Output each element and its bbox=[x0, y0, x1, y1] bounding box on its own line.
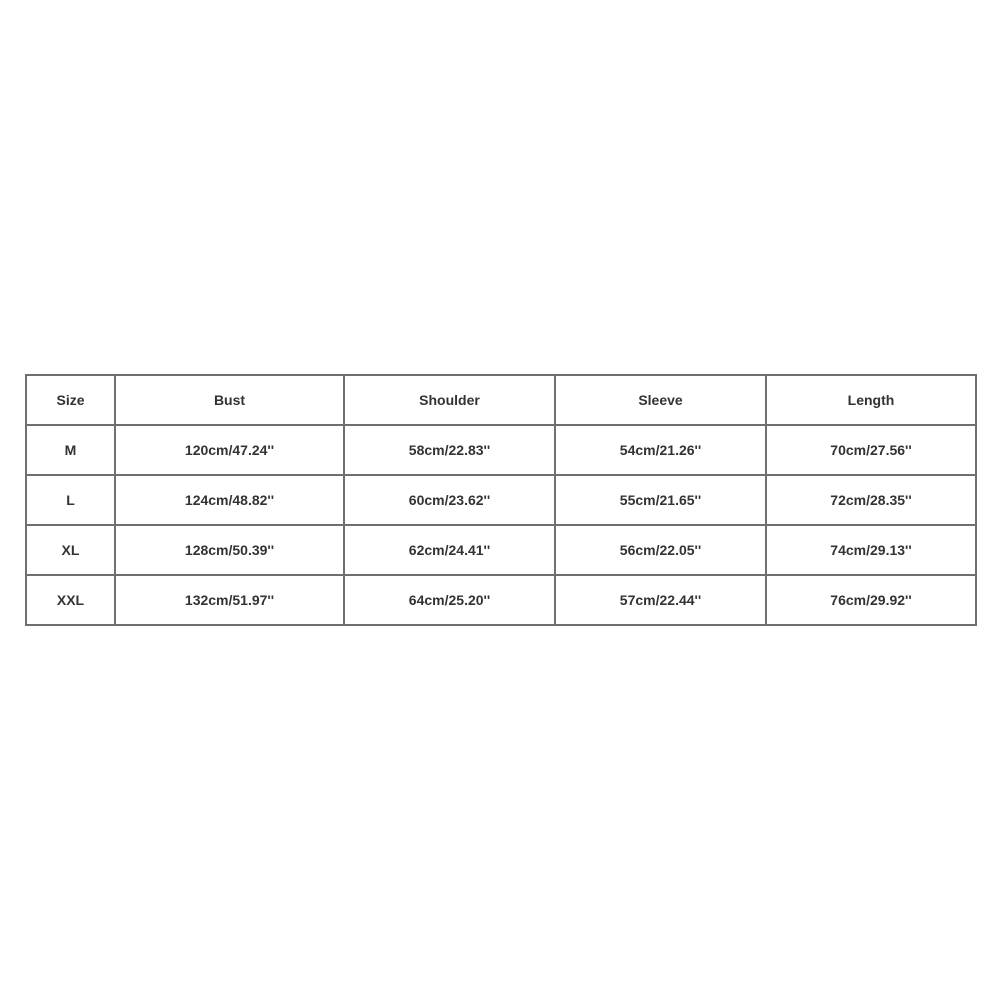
table-cell-length: 76cm/29.92'' bbox=[766, 575, 976, 625]
table-cell-bust: 132cm/51.97'' bbox=[115, 575, 344, 625]
header-cell-shoulder: Shoulder bbox=[344, 375, 555, 425]
table-cell-length: 70cm/27.56'' bbox=[766, 425, 976, 475]
table-cell-shoulder: 58cm/22.83'' bbox=[344, 425, 555, 475]
table-cell-size: XXL bbox=[26, 575, 115, 625]
table-header-row bbox=[26, 375, 976, 425]
header-cell-bust: Bust bbox=[115, 375, 344, 425]
table-cell-size: L bbox=[26, 475, 115, 525]
table-cell-bust: 120cm/47.24'' bbox=[115, 425, 344, 475]
table-cell-shoulder: 60cm/23.62'' bbox=[344, 475, 555, 525]
table-cell-shoulder: 64cm/25.20'' bbox=[344, 575, 555, 625]
table-cell-shoulder: 62cm/24.41'' bbox=[344, 525, 555, 575]
table-row bbox=[26, 575, 976, 625]
table-cell-bust: 124cm/48.82'' bbox=[115, 475, 344, 525]
header-cell-size: Size bbox=[26, 375, 115, 425]
table-cell-size: XL bbox=[26, 525, 115, 575]
header-cell-length: Length bbox=[766, 375, 976, 425]
table-row bbox=[26, 475, 976, 525]
table-cell-bust: 128cm/50.39'' bbox=[115, 525, 344, 575]
table-cell-length: 74cm/29.13'' bbox=[766, 525, 976, 575]
table-cell-length: 72cm/28.35'' bbox=[766, 475, 976, 525]
table-row bbox=[26, 525, 976, 575]
size-chart-table bbox=[25, 374, 977, 626]
header-cell-sleeve: Sleeve bbox=[555, 375, 766, 425]
table-cell-sleeve: 56cm/22.05'' bbox=[555, 525, 766, 575]
table-cell-sleeve: 54cm/21.26'' bbox=[555, 425, 766, 475]
table-cell-sleeve: 57cm/22.44'' bbox=[555, 575, 766, 625]
table-cell-sleeve: 55cm/21.65'' bbox=[555, 475, 766, 525]
table-cell-size: M bbox=[26, 425, 115, 475]
table-row bbox=[26, 425, 976, 475]
